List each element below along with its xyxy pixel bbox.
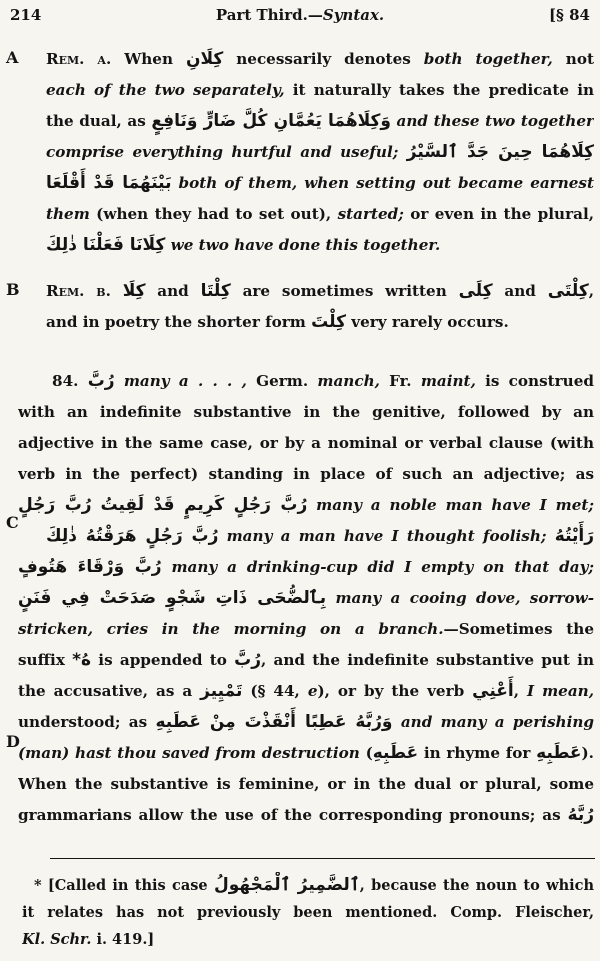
section-84 bbox=[18, 366, 594, 831]
text: (when they had to set out), bbox=[89, 205, 338, 223]
italic-text: we two have done this together. bbox=[165, 236, 441, 254]
italic-text: both together, bbox=[423, 50, 553, 68]
italic-text: maint, bbox=[420, 372, 476, 390]
italic-text: many a drinking-cup did I empty on that day; bbox=[161, 558, 594, 576]
arabic-text: كِلَا bbox=[122, 281, 146, 301]
text-line bbox=[18, 707, 594, 738]
arabic-text: هُ* bbox=[72, 650, 92, 670]
arabic-text: كِلَانَا فَعَلْنَا ذٰلِكَ bbox=[46, 235, 166, 255]
arabic-text: بَيْنَهُمَا قَدْ أَقْلَعَا bbox=[46, 173, 172, 193]
page-header bbox=[0, 6, 600, 30]
text-line bbox=[46, 137, 594, 168]
text: it relates has not previously been mentioned. Comp. Fleischer, bbox=[22, 904, 594, 921]
text-line bbox=[22, 872, 594, 899]
section-marker: [§ 84 bbox=[548, 6, 590, 24]
text: understood; as bbox=[18, 713, 156, 731]
text: * [Called in this case bbox=[34, 877, 214, 894]
text: Fr. bbox=[379, 372, 421, 390]
text-line bbox=[46, 75, 594, 106]
margin-letter-b: B bbox=[6, 280, 20, 299]
arabic-text: كِلَاهُمَا حِينَ جَدَّ ٱلسَّيْرُ bbox=[406, 142, 594, 162]
section-number: 84. bbox=[52, 372, 79, 390]
footnote bbox=[22, 872, 594, 953]
remark-label: Rem. a. bbox=[46, 50, 112, 68]
arabic-text: كِلَى bbox=[458, 281, 493, 301]
italic-text: many a . . . , bbox=[114, 372, 247, 390]
text-line bbox=[18, 738, 594, 769]
text: or even in the plural, bbox=[410, 205, 594, 223]
text-line bbox=[18, 459, 594, 490]
text: and bbox=[492, 282, 548, 300]
text-line bbox=[18, 676, 594, 707]
arabic-text: كِلْتَا bbox=[200, 281, 231, 301]
text-line bbox=[18, 552, 594, 583]
text-line bbox=[18, 490, 594, 521]
italic-text: Kl. Schr. bbox=[22, 931, 92, 948]
text: and bbox=[145, 282, 201, 300]
arabic-text: عَطَبِهِ bbox=[536, 743, 582, 763]
text: (§ 44, bbox=[242, 682, 308, 700]
text-line bbox=[18, 521, 594, 552]
text bbox=[111, 282, 123, 300]
text-line bbox=[18, 366, 594, 397]
text: and in poetry the shorter form bbox=[46, 313, 312, 331]
text-line bbox=[18, 397, 594, 428]
text-line bbox=[46, 199, 594, 230]
arabic-text: كِلْتَى bbox=[547, 281, 589, 301]
text: verb in the perfect) standing in place of such an adjective; as bbox=[18, 465, 594, 483]
text: necessarily denotes bbox=[223, 50, 424, 68]
text: ( bbox=[359, 744, 373, 762]
italic-text: stricken, cries in the morning on a branch. bbox=[18, 620, 444, 638]
text-line bbox=[18, 614, 594, 645]
running-title: Part Third.—Syntax. bbox=[215, 6, 385, 24]
text: is construed bbox=[475, 372, 594, 390]
italic-text: many a noble man have I met; bbox=[307, 496, 594, 514]
text: , bbox=[513, 682, 528, 700]
text: grammarians allow the use of the corresponding pronouns; as bbox=[18, 806, 568, 824]
running-title-part: Part Third. bbox=[215, 6, 308, 24]
text: it naturally takes the predicate in bbox=[284, 81, 594, 99]
remark-a bbox=[46, 44, 594, 261]
italic-text: and many a perishing bbox=[392, 713, 594, 731]
italic-text: e bbox=[307, 682, 318, 700]
text-line bbox=[46, 106, 594, 137]
text: with an indefinite substantive in the genitive, followed by an bbox=[18, 403, 594, 421]
text: not bbox=[552, 50, 594, 68]
text: is appended to bbox=[91, 651, 235, 669]
text-line bbox=[46, 276, 594, 307]
arabic-text: ٱلضَّمِيرُ ٱلْمَجْهُولُ bbox=[213, 875, 360, 895]
arabic-text: رُبَّ bbox=[234, 650, 262, 670]
italic-text: manch, bbox=[317, 372, 380, 390]
arabic-text: رَأَيْتُهُ bbox=[554, 526, 594, 546]
italic-text: (man) hast thou saved from destruction bbox=[18, 744, 360, 762]
arabic-text: رُبَّ رَجُلٍ bbox=[18, 495, 92, 515]
italic-text: and these two together bbox=[390, 112, 594, 130]
margin-letter-d: D bbox=[6, 732, 20, 751]
text: adjective in the same case, or by a nominal or verbal clause (with bbox=[18, 434, 594, 452]
italic-text: many a cooing dove, sorrow- bbox=[326, 589, 594, 607]
italic-text: each of the two separately, bbox=[46, 81, 285, 99]
italic-text: comprise everything hurtful and useful; bbox=[46, 143, 399, 161]
arabic-text: وَرُبَّهُ عَطِبًا أَنْقَذْتَ مِنْ عَطَبِهِ bbox=[155, 712, 393, 732]
arabic-text: وَكِلَاهُمَا يَعُمَّانِ كُلَّ ضَارٍّ وَنَافِعٍ bbox=[151, 111, 391, 131]
arabic-text: رُبَّ رَجُلٍ كَرِيمٍ قَدْ لَقِيتُ bbox=[100, 495, 308, 515]
text-line bbox=[46, 230, 594, 261]
text-line bbox=[22, 926, 594, 953]
arabic-text: رُبَّ bbox=[87, 371, 115, 391]
text: ), or by the verb bbox=[317, 682, 473, 700]
text: in rhyme for bbox=[418, 744, 537, 762]
margin-letter-a: A bbox=[6, 48, 19, 67]
text: —Sometimes the bbox=[443, 620, 594, 638]
text: i. 419.] bbox=[91, 931, 155, 948]
arabic-text: بِٱلضُّحَى ذَاتِ شَجْوٍ صَدَحَتْ فِي فَنَنٍ bbox=[18, 588, 327, 608]
text bbox=[78, 372, 87, 390]
italic-text: started; bbox=[337, 205, 404, 223]
text-line bbox=[18, 583, 594, 614]
text: suffix bbox=[18, 651, 73, 669]
text: When bbox=[111, 50, 186, 68]
text bbox=[547, 527, 555, 545]
italic-text: I mean, bbox=[527, 682, 594, 700]
text-line bbox=[18, 769, 594, 800]
arabic-text: كِلْتَ bbox=[311, 312, 346, 332]
text: , bbox=[588, 282, 594, 300]
margin-letter-c: C bbox=[6, 513, 19, 532]
arabic-text: تَمْيِيز bbox=[200, 681, 243, 701]
italic-text: both of them, when setting out became earnest bbox=[178, 174, 594, 192]
text-line bbox=[18, 645, 594, 676]
italic-text: many a man have I thought foolish; bbox=[218, 527, 547, 545]
text-line bbox=[18, 800, 594, 831]
text: the dual, as bbox=[46, 112, 152, 130]
text: are sometimes written bbox=[230, 282, 459, 300]
arabic-text: رُبَّهُ bbox=[567, 805, 594, 825]
text: , because the noun to which bbox=[359, 877, 594, 894]
arabic-text: رُبَّ رَجُلٍ هَرَقْتُهُ ذٰلِكَ bbox=[46, 526, 219, 546]
page-number: 214 bbox=[10, 6, 42, 24]
text: the accusative, as a bbox=[18, 682, 201, 700]
running-title-subject: Syntax. bbox=[322, 6, 385, 24]
text: Germ. bbox=[246, 372, 318, 390]
arabic-text: كِلَانِ bbox=[185, 49, 224, 69]
arabic-text: أَعْنِي bbox=[472, 681, 514, 701]
footnote-rule bbox=[50, 858, 595, 859]
arabic-text: عَطَبِهِ bbox=[372, 743, 419, 763]
text: ). bbox=[581, 744, 594, 762]
text-line bbox=[46, 44, 594, 75]
arabic-text: رُبَّ وَرْقَاءَ هَتُوفٍ bbox=[18, 557, 162, 577]
text-line bbox=[46, 168, 594, 199]
italic-text: them bbox=[46, 205, 90, 223]
text-line bbox=[46, 307, 594, 338]
text-line bbox=[22, 899, 594, 926]
remark-label: Rem. b. bbox=[46, 282, 111, 300]
text: When the substantive is feminine, or in the dual or plural, some bbox=[18, 775, 594, 793]
text: very rarely occurs. bbox=[345, 313, 509, 331]
text bbox=[398, 143, 406, 161]
text: , and the indefinite substantive put in bbox=[261, 651, 594, 669]
remark-b bbox=[46, 276, 594, 338]
text-line bbox=[18, 428, 594, 459]
